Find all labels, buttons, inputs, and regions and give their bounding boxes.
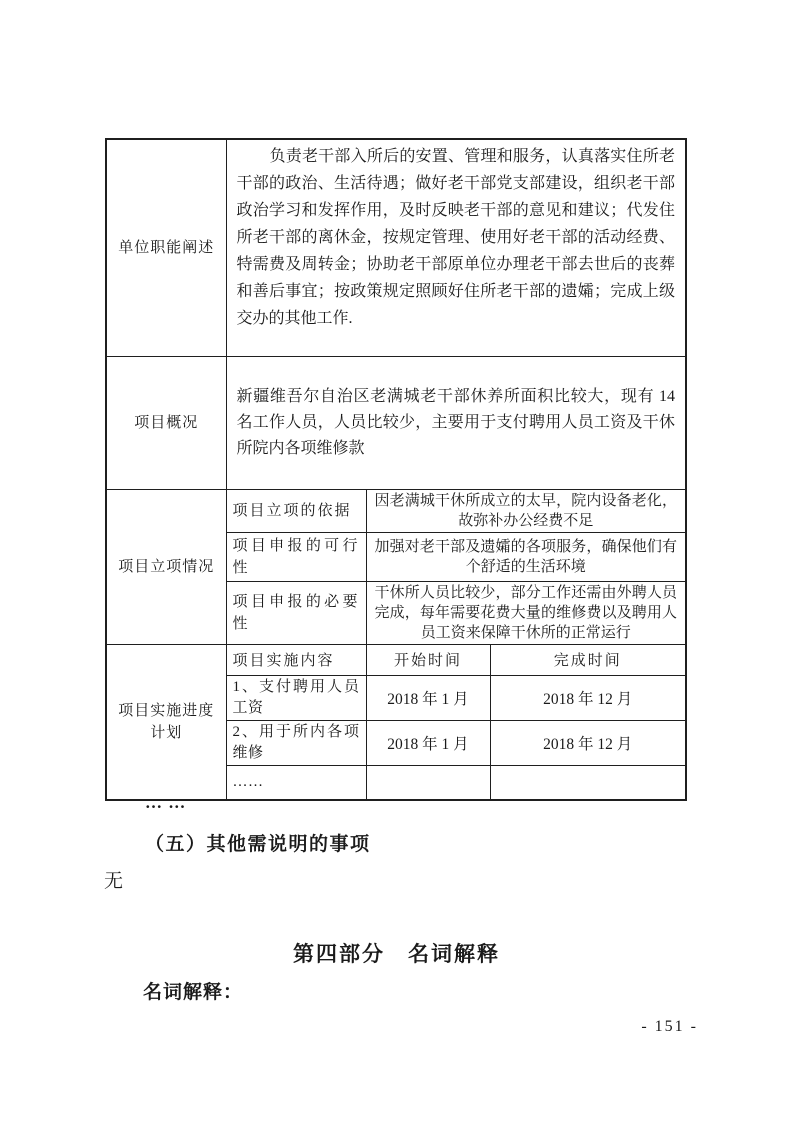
content-unit-function: 负责老干部入所后的安置、管理和服务，认真落实住所老干部的政治、生活待遇；做好老干部党支部建设，组织老干部政治学习和发挥作用，及时反映老干部的意见和建议；代发住所老干部的离休金，按规定管理、使用好老干部的活动经费、特需费及周转金；协助老干部原单位办理老干部去世后的丧葬和善后事宜；按政策规定照顾好住所老干部的遗孀；完成上级交办的其他工作. <box>226 139 686 356</box>
label-project-overview: 项目概况 <box>106 356 226 489</box>
content-application-necessity: 干休所人员比较少，部分工作还需由外聘人员完成，每年需要花费大量的维修费以及聘用人员工资来保障干休所的正常运行 <box>366 581 686 644</box>
table-row <box>106 644 686 675</box>
schedule-item-1-content: 1、支付聘用人员工资 <box>226 675 366 720</box>
header-implementation-content: 项目实施内容 <box>226 644 366 675</box>
label-application-feasibility: 项目申报的可行性 <box>226 532 366 581</box>
part-4-title: 第四部分 名词解释 <box>293 943 500 966</box>
schedule-item-2-end: 2018 年 12 月 <box>490 720 686 765</box>
label-approval-basis: 项目立项的依据 <box>226 489 366 532</box>
header-start-time: 开始时间 <box>366 644 490 675</box>
page-number: - 151 - <box>641 1018 698 1035</box>
schedule-item-1-start: 2018 年 1 月 <box>366 675 490 720</box>
schedule-ellipsis-content: …… <box>226 765 366 800</box>
label-implementation-schedule: 项目实施进度计划 <box>106 644 226 800</box>
schedule-ellipsis-end <box>490 765 686 800</box>
table-row <box>106 356 686 489</box>
schedule-ellipsis-start <box>366 765 490 800</box>
table-row <box>106 489 686 532</box>
content-project-overview: 新疆维吾尔自治区老满城老干部休养所面积比较大，现有 14 名工作人员，人员比较少，主要用于支付聘用人员工资及干休所院内各项维修款 <box>226 356 686 489</box>
glossary-label: 名词解释： <box>143 982 244 1003</box>
section-5-heading: （五）其他需说明的事项 <box>145 834 371 855</box>
table-row <box>106 139 686 356</box>
label-unit-function: 单位职能阐述 <box>106 139 226 356</box>
project-info-table <box>105 138 687 801</box>
none-text: 无 <box>104 871 124 892</box>
header-end-time: 完成时间 <box>490 644 686 675</box>
content-application-feasibility: 加强对老干部及遗孀的各项服务，确保他们有个舒适的生活环境 <box>366 532 686 581</box>
schedule-item-2-start: 2018 年 1 月 <box>366 720 490 765</box>
ellipsis-text: … … <box>145 793 187 812</box>
content-approval-basis: 因老满城干休所成立的太早，院内设备老化，故弥补办公经费不足 <box>366 489 686 532</box>
label-project-approval: 项目立项情况 <box>106 489 226 644</box>
label-application-necessity: 项目申报的必要性 <box>226 581 366 644</box>
schedule-item-2-content: 2、用于所内各项维修 <box>226 720 366 765</box>
schedule-item-1-end: 2018 年 12 月 <box>490 675 686 720</box>
